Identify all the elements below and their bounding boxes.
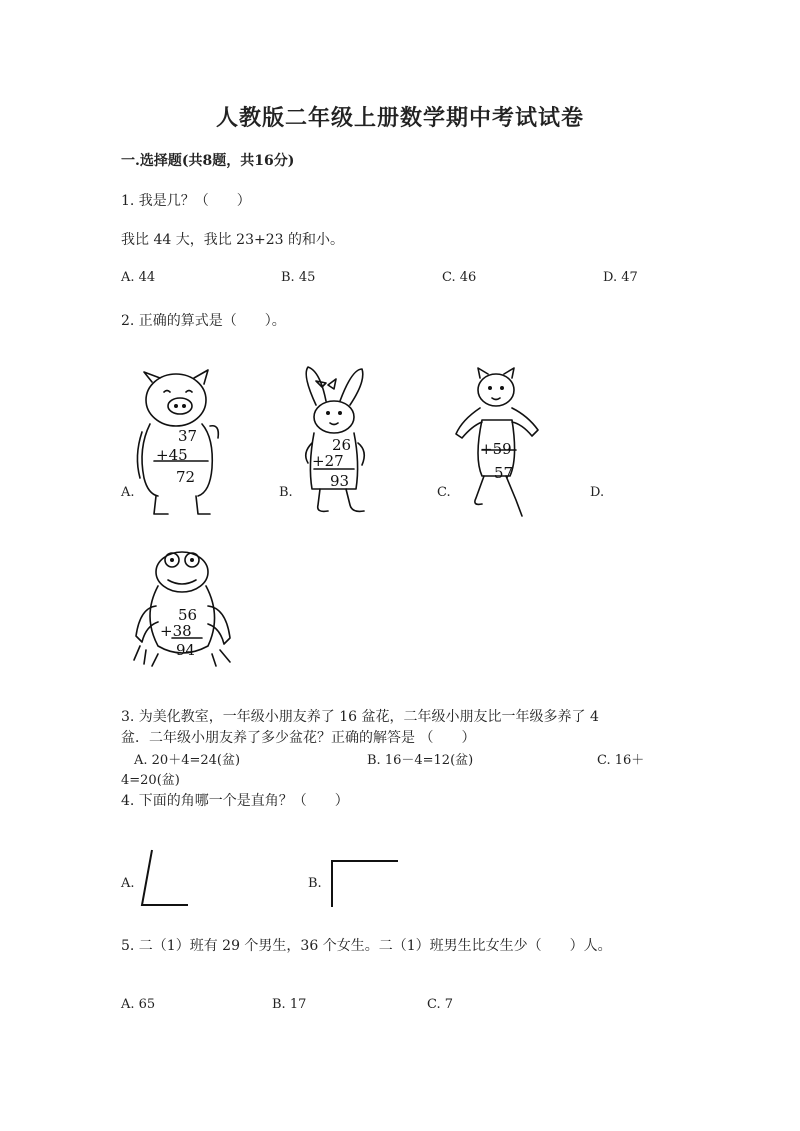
q1-option-c: C. 46 (442, 270, 477, 285)
cat-number-middle: +59 (480, 440, 512, 458)
rabbit-number-result: 93 (330, 472, 350, 490)
pig-number-top: 37 (178, 427, 198, 445)
pig-equation (150, 425, 220, 490)
q3-option-c-continued: 4=20(盆) (121, 773, 180, 788)
pig-number-middle: +45 (156, 446, 188, 464)
angle-b-right-angle (328, 857, 402, 909)
section-heading: 一.选择题(共8题，共16分) (121, 153, 295, 169)
q5-stem: 5. 二（1）班有 29 个男生，36 个女生。二（1）班男生比女生少（ ）人。 (121, 938, 612, 954)
q5-option-c: C. 7 (427, 997, 454, 1012)
frog-number-top: 56 (178, 606, 198, 624)
q3-option-b: B. 16－4=12(盆) (367, 753, 474, 768)
q3-option-c: C. 16＋ (597, 753, 645, 768)
frog-number-middle: +38 (160, 622, 192, 640)
rabbit-number-top: 26 (332, 436, 352, 454)
q2-option-d: D. (590, 485, 605, 500)
q3-stem-line1: 3. 为美化教室，一年级小朋友养了 16 盆花，二年级小朋友比一年级多养了 4 (121, 709, 599, 725)
q2-option-c: C. (437, 485, 451, 500)
q2-option-b: B. (279, 485, 293, 500)
page-title: 人教版二年级上册数学期中考试试卷 (215, 105, 584, 131)
q3-stem-line2: 盆．二年级小朋友养了多少盆花？正确的解答是 （ ） (121, 730, 476, 746)
q4-option-b: B. (308, 876, 322, 891)
q1-option-a: A. 44 (121, 270, 156, 285)
angle-a (138, 848, 194, 910)
q1-stem: 1. 我是几？（ ） (121, 193, 251, 209)
q1-option-b: B. 45 (281, 270, 316, 285)
q2-stem: 2. 正确的算式是（ ）。 (121, 313, 286, 329)
q1-option-d: D. 47 (603, 270, 638, 285)
q2-option-a: A. (121, 485, 135, 500)
q4-stem: 4. 下面的角哪一个是直角？（ ） (121, 793, 349, 809)
q3-option-a: A. 20＋4=24(盆) (134, 753, 241, 768)
q1-text: 我比 44 大，我比 23+23 的和小。 (121, 232, 344, 248)
frog-equation (158, 606, 218, 662)
rabbit-number-middle: +27 (312, 452, 344, 470)
q5-option-a: A. 65 (121, 997, 156, 1012)
cat-equation (478, 440, 538, 485)
cat-number-result: 57 (494, 464, 514, 482)
q5-option-b: B. 17 (272, 997, 307, 1012)
rabbit-equation (310, 436, 370, 496)
frog-number-result: 94 (176, 641, 196, 659)
q4-option-a: A. (121, 876, 135, 891)
pig-number-result: 72 (176, 468, 196, 486)
